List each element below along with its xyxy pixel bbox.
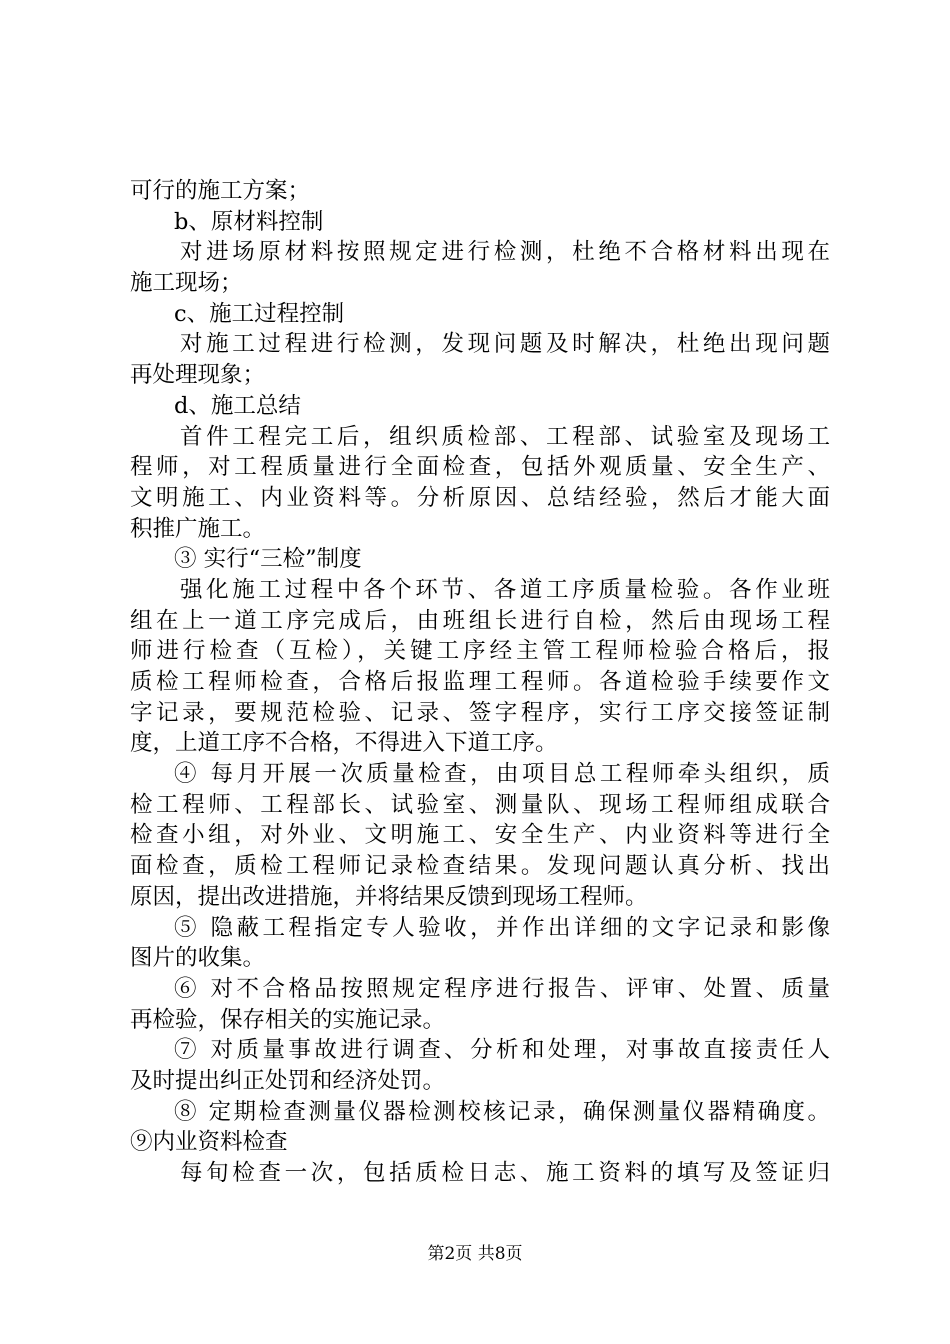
text-line: ⑤ 隐蔽工程指定专人验收，并作出详细的文字记录和影像 [174,914,830,941]
text-line: 面检查，质检工程师记录检查结果。发现问题认真分析、找出 [130,853,830,880]
text-line: 再检验，保存相关的实施记录。 [130,1006,446,1033]
text-line: ⑧ 定期检查测量仪器检测校核记录，确保测量仪器精确度。 [174,1098,830,1125]
text-line: 每旬检查一次，包括质检日志、施工资料的填写及签证归 [180,1160,830,1186]
section-heading-9: ⑨内业资料检查 [130,1129,288,1156]
section-heading-b: b、原材料控制 [174,208,324,235]
text-line: 首件工程完工后，组织质检部、工程部、试验室及现场工 [180,423,830,450]
text-line: 图片的收集。 [130,945,266,972]
text-line: 师进行检查（互检），关键工序经主管工程师检验合格后，报 [130,638,830,665]
text-line: 施工现场； [130,270,243,297]
text-line: 及时提出纠正处罚和经济处罚。 [130,1067,446,1094]
text-line: 积推广施工。 [130,515,266,542]
text-line: 对进场原材料按照规定进行检测，杜绝不合格材料出现在 [180,239,830,266]
text-line: 程师，对工程质量进行全面检查，包括外观质量、安全生产、 [130,454,830,481]
text-line: 强化施工过程中各个环节、各道工序质量检验。各作业班 [180,576,830,603]
text-line: 检工程师、工程部长、试验室、测量队、现场工程师组成联合 [130,791,830,818]
text-line: 质检工程师检查，合格后报监理工程师。各道检验手续要作文 [130,669,830,695]
text-line: 度，上道工序不合格，不得进入下道工序。 [130,730,558,757]
section-heading-d: d、施工总结 [174,392,301,419]
text-line: ⑥ 对不合格品按照规定程序进行报告、评审、处置、质量 [174,975,830,1002]
text-line: 检查小组，对外业、文明施工、安全生产、内业资料等进行全 [130,822,830,849]
document-body [130,176,830,1189]
text-line: 对施工过程进行检测，发现问题及时解决，杜绝出现问题 [180,331,830,358]
text-line: 字记录，要规范检验、记录、签字程序，实行工序交接签证制 [130,699,830,726]
text-line: 组在上一道工序完成后，由班组长进行自检，然后由现场工程 [130,607,830,634]
text-line: 原因，提出改进措施，并将结果反馈到现场工程师。 [130,883,648,910]
text-line: 可行的施工方案； [130,178,311,204]
text-line: ④ 每月开展一次质量检查，由项目总工程师牵头组织，质 [174,761,830,788]
text-line: 再处理现象； [130,362,266,389]
page-number: 第2页 共8页 [427,1244,523,1264]
text-line: ⑦ 对质量事故进行调查、分析和处理，对事故直接责任人 [174,1037,830,1064]
text-line: 文明施工、内业资料等。分析原因、总结经验，然后才能大面 [130,484,830,511]
section-heading-c: c、施工过程控制 [174,300,345,327]
section-heading-3: ③ 实行“三检”制度 [174,546,362,573]
page-footer [0,1244,950,1264]
